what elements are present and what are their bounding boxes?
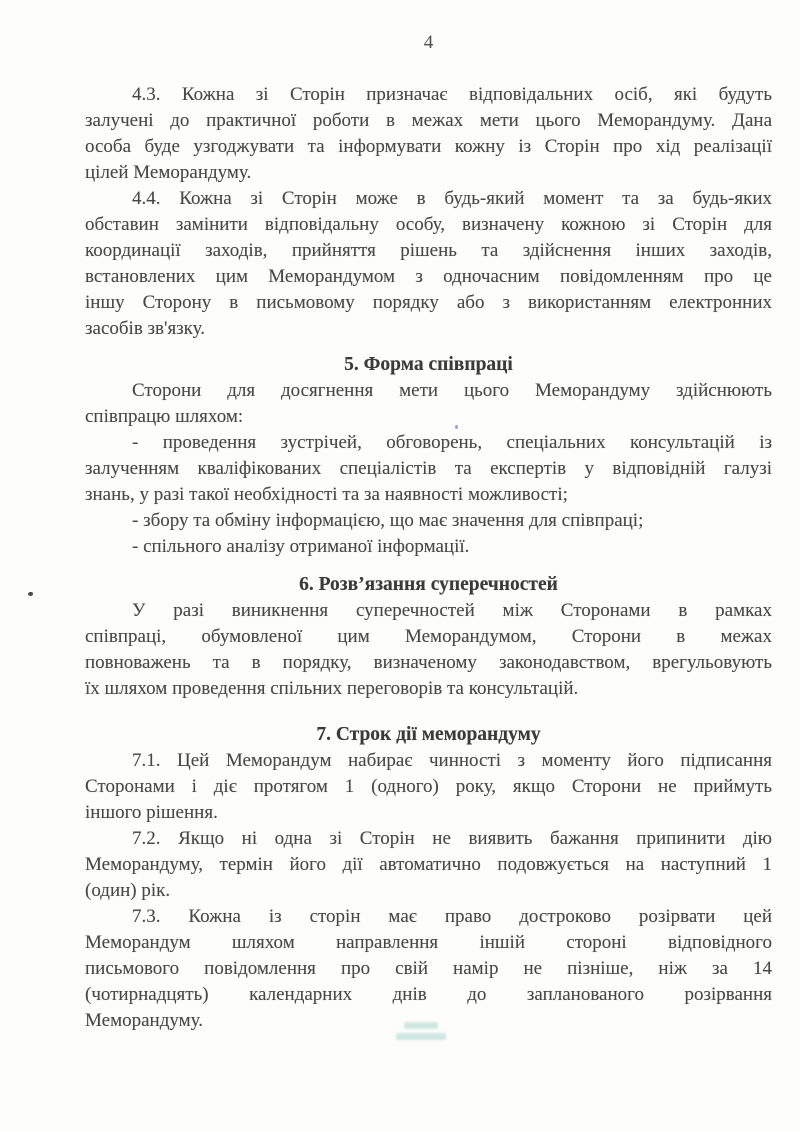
text-line: 7.1. Цей Меморандум набирає чинності з моменту його підписання	[132, 750, 772, 771]
bullet-information-exchange	[85, 508, 772, 534]
document-body	[85, 82, 772, 1034]
text-line: - спільного аналізу отриманої інформації.	[132, 536, 470, 557]
text-line: обставин замінити відповідальну особу, визначену кожною зі Сторін для	[85, 214, 772, 235]
section-6-heading: 6. Розв’язання суперечностей	[299, 574, 558, 595]
text-line: - збору та обміну інформацією, що має значення для співпраці;	[132, 510, 644, 531]
text-line: іншу Сторону в письмовому порядку або з використанням електронних	[85, 292, 772, 313]
text-line: знань, у разі такої необхідності та за наявності можливості;	[85, 484, 568, 505]
text-line: (чотирнадцять) календарних днів до запланованого розірвання	[85, 984, 772, 1005]
text-line: особа буде узгоджувати та інформувати кожну із Сторін про хід реалізації	[85, 136, 772, 157]
section-5-heading: 5. Форма співпраці	[344, 354, 513, 375]
text-line: їх шляхом проведення спільних переговорів та консультацій.	[85, 678, 579, 699]
clause-7-2	[85, 826, 772, 904]
text-line: 7.2. Якщо ні одна зі Сторін не виявить бажання припинити дію	[132, 828, 772, 849]
text-line: 7.3. Кожна із сторін має право достроково розірвати цей	[132, 906, 772, 927]
text-line: Меморандуму, термін його дії автоматично подовжується на наступний 1	[85, 854, 772, 875]
bullet-meetings	[85, 430, 772, 508]
text-line: залучені до практичної роботи в межах мети цього Меморандуму. Дана	[85, 110, 772, 131]
section-6-body	[85, 598, 772, 702]
text-line: встановлених цим Меморандумом з одночасним повідомленням про це	[85, 266, 772, 287]
clause-4-4	[85, 186, 772, 342]
text-line: координації заходів, прийняття рішень та здійснення інших заходів,	[85, 240, 772, 261]
text-line: У разі виникнення суперечностей між Сторонами в рамках	[132, 600, 772, 621]
text-line: письмового повідомлення про свій намір не пізніше, ніж за 14	[85, 958, 772, 979]
text-line: співпраці, обумовленої цим Меморандумом, Сторони в межах	[85, 626, 772, 647]
text-line: (один) рік.	[85, 880, 171, 901]
teal-smudge	[404, 1022, 438, 1029]
text-line: Сторони для досягнення мети цього Меморандуму здійснюють	[132, 380, 772, 401]
text-line: Меморандуму.	[85, 1010, 203, 1031]
section-5-intro	[85, 378, 772, 430]
text-line: 4.3. Кожна зі Сторін призначає відповідальних осіб, які будуть	[132, 84, 772, 105]
section-7-heading: 7. Строк дії меморандуму	[316, 724, 541, 745]
clause-4-3	[85, 82, 772, 186]
bullet-joint-analysis	[85, 534, 772, 560]
document-content	[85, 30, 772, 1034]
text-line: повноважень та в порядку, визначеному законодавством, врегульовують	[85, 652, 772, 673]
text-line: іншого рішення.	[85, 802, 218, 823]
ink-dot	[455, 425, 458, 429]
text-line: Меморандум шляхом направлення іншій стороні відповідного	[85, 932, 772, 953]
clause-7-3	[85, 904, 772, 1034]
text-line: 4.4. Кожна зі Сторін може в будь-який момент та за будь-яких	[132, 188, 772, 209]
page-number: 4	[423, 32, 434, 53]
text-line: Сторонами і діє протягом 1 (одного) року, якщо Сторони не приймуть	[85, 776, 772, 797]
teal-smudge	[396, 1033, 446, 1040]
text-line: цілей Меморандуму.	[85, 162, 252, 183]
text-line: залученням кваліфікованих спеціалістів та експертів у відповідній галузі	[85, 458, 772, 479]
text-line: - проведення зустрічей, обговорень, спеціальних консультацій із	[132, 432, 772, 453]
scan-speck	[28, 592, 33, 596]
clause-7-1	[85, 748, 772, 826]
text-line: співпрацю шляхом:	[85, 406, 244, 427]
text-line: засобів зв'язку.	[85, 318, 205, 339]
